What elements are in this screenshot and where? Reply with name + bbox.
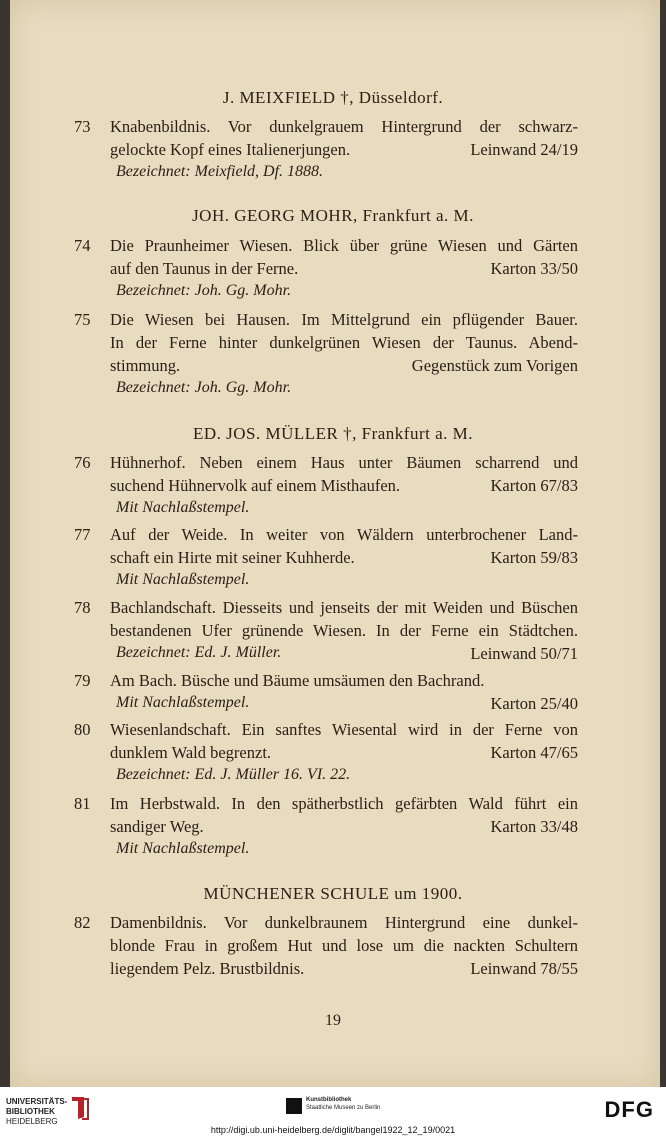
entry-number: 81: [74, 794, 91, 813]
digitization-footer: [0, 1087, 666, 1137]
section-heading: JOH. GEORG MOHR, Frankfurt a. M.: [192, 206, 474, 225]
entry-text: dunklem Wald begrenzt.: [110, 743, 272, 762]
scan-edge-right: [660, 0, 666, 1087]
entry-number: 75: [74, 310, 91, 329]
section-heading: J. MEIXFIELD †, Düsseldorf.: [222, 88, 444, 107]
entry-text: suchend Hühnervolk auf einem Misthaufen.: [110, 476, 401, 495]
entry-text: Auf der Weide. In weiter von Wäldern unterbrochener Land-: [110, 525, 578, 544]
entry-text: Die Praunheimer Wiesen. Blick über grüne Wiesen und Gärten: [110, 236, 578, 255]
entry-text: sandiger Weg.: [110, 817, 204, 836]
entry-number: 73: [74, 117, 91, 136]
entry-signature: Bezeichnet: Joh. Gg. Mohr.: [116, 379, 292, 396]
kunstbibliothek-logo-icon: [286, 1098, 302, 1114]
entry-number: 74: [74, 236, 91, 255]
entry-text: gelockte Kopf eines Italienerjungen.: [110, 140, 351, 159]
entry-medium: Karton 25/40: [490, 694, 578, 713]
entry-signature: Mit Nachlaßstempel.: [116, 571, 250, 588]
entry-signature: Bezeichnet: Ed. J. Müller 16. VI. 22.: [116, 766, 351, 783]
entry-text: Knabenbildnis. Vor dunkelgrauem Hintergrund der schwarz-: [110, 117, 578, 136]
entry-text: Im Herbstwald. In den spätherbstlich gefärbten Wald führt ein: [110, 794, 578, 813]
entry-text: Bachlandschaft. Diesseits und jenseits der mit Weiden und Büschen: [110, 598, 578, 617]
section-heading: MÜNCHENER SCHULE um 1900.: [203, 884, 463, 903]
entry-text: schaft ein Hirte mit seiner Kuhherde.: [110, 548, 355, 567]
library-line: BIBLIOTHEK: [6, 1107, 55, 1116]
entry-signature: Mit Nachlaßstempel.: [116, 499, 250, 516]
entry-signature: Bezeichnet: Joh. Gg. Mohr.: [116, 282, 292, 299]
entry-text: Hühnerhof. Neben einem Haus unter Bäumen scharrend und: [110, 453, 578, 472]
entry-number: 78: [74, 598, 91, 617]
kb-line: Staatliche Museen zu Berlin: [306, 1105, 381, 1111]
kb-line: Kunstbibliothek: [306, 1097, 352, 1103]
dfg-logo: DFG: [604, 1097, 654, 1122]
entry-text: auf den Taunus in der Ferne.: [110, 259, 299, 278]
entry-text: stimmung.: [110, 356, 181, 375]
entry-text: liegendem Pelz. Brustbildnis.: [110, 959, 305, 978]
entry-number: 82: [74, 913, 91, 932]
entry-text: Am Bach. Büsche und Bäume umsäumen den Bachrand.: [110, 671, 485, 690]
entry-number: 76: [74, 453, 91, 472]
university-library-label: [6, 1097, 67, 1127]
entry-medium: Karton 67/83: [490, 476, 578, 495]
entry-medium: Leinwand 78/55: [470, 959, 578, 978]
page-number: 19: [325, 1012, 341, 1029]
entry-text: Die Wiesen bei Hausen. Im Mittelgrund ein pflügender Bauer.: [110, 310, 578, 329]
library-logo-icon: [70, 1095, 90, 1121]
entry-signature: Mit Nachlaßstempel.: [116, 694, 250, 711]
entry-medium: Leinwand 50/71: [470, 644, 578, 663]
section-heading: ED. JOS. MÜLLER †, Frankfurt a. M.: [192, 424, 473, 443]
kunstbibliothek-label: [306, 1096, 380, 1112]
entry-text: Wiesenlandschaft. Ein sanftes Wiesental wird in der Ferne von: [110, 720, 578, 739]
entry-medium: Karton 59/83: [490, 548, 578, 567]
permalink-url[interactable]: http://digi.ub.uni-heidelberg.de/diglit/bangel1922_12_19/0021: [210, 1125, 456, 1135]
entry-number: 79: [74, 671, 91, 690]
library-line: UNIVERSITÄTS-: [6, 1097, 68, 1106]
entry-medium: Karton 33/48: [490, 817, 578, 836]
library-line: HEIDELBERG: [6, 1117, 58, 1126]
entry-text: bestandenen Ufer grünende Wiesen. In der Ferne ein Städtchen.: [110, 621, 578, 640]
entry-medium: Karton 47/65: [490, 743, 578, 762]
entry-medium: Gegenstück zum Vorigen: [411, 356, 578, 375]
entry-signature: Bezeichnet: Ed. J. Müller.: [116, 644, 282, 661]
entry-text: In der Ferne hinter dunkelgrünen Wiesen der Taunus. Abend-: [110, 333, 578, 352]
entry-text: Damenbildnis. Vor dunkelbraunem Hintergrund eine dunkel-: [110, 913, 578, 932]
entry-medium: Karton 33/50: [490, 259, 578, 278]
entry-medium: Leinwand 24/19: [470, 140, 578, 159]
scan-edge-left: [0, 0, 10, 1087]
entry-number: 77: [74, 525, 91, 544]
entry-signature: Bezeichnet: Meixfield, Df. 1888.: [116, 163, 324, 180]
entry-signature: Mit Nachlaßstempel.: [116, 840, 250, 857]
entry-text: blonde Frau in großem Hut und lose um die nackten Schultern: [110, 936, 578, 955]
entry-number: 80: [74, 720, 91, 739]
